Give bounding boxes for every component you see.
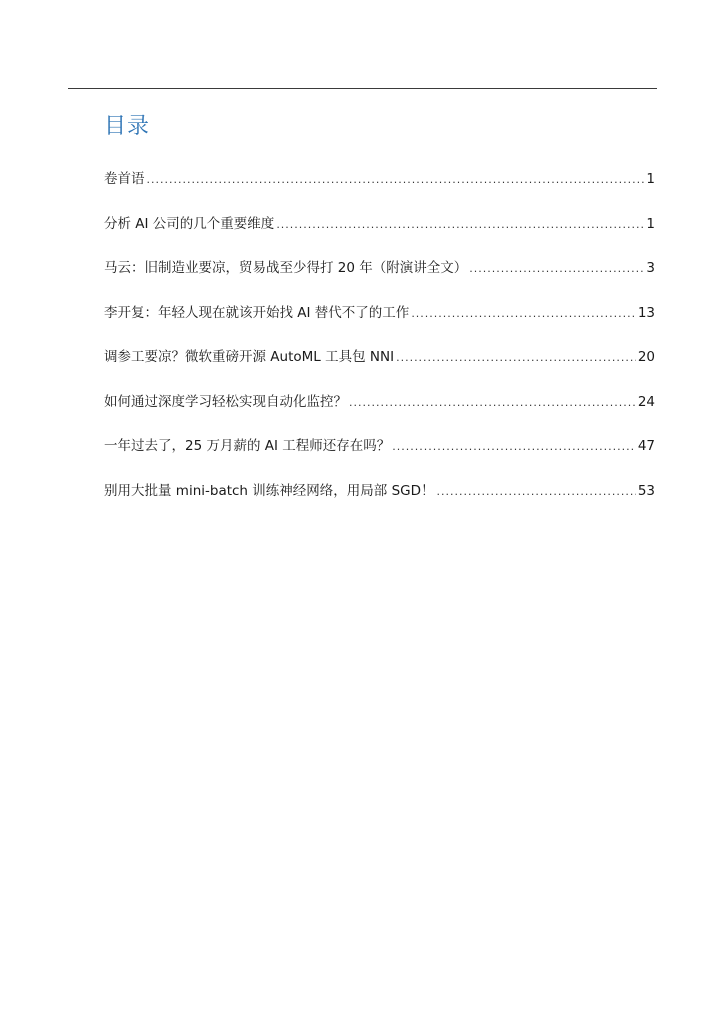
- toc-dot-leader: [147, 168, 645, 191]
- toc-dot-leader: [349, 391, 636, 414]
- toc-list: [104, 168, 655, 524]
- toc-entry-5[interactable]: [104, 391, 655, 414]
- toc-entry-title: 别用大批量 mini-batch 训练神经网络，用局部 SGD！: [104, 482, 435, 499]
- toc-page-number: 3: [646, 260, 655, 276]
- toc-entry-title: 卷首语: [104, 171, 145, 187]
- toc-page-number: 47: [637, 438, 655, 454]
- toc-entry-title: 马云：旧制造业要凉，贸易战至少得打 20 年（附演讲全文）: [104, 260, 468, 276]
- toc-entry-4[interactable]: [104, 346, 655, 369]
- toc-entry-0[interactable]: [104, 168, 655, 191]
- toc-entry-1[interactable]: [104, 213, 655, 236]
- toc-page-number: 53: [637, 482, 655, 499]
- toc-dot-leader: [411, 302, 636, 325]
- toc-page-number: 24: [637, 393, 655, 410]
- toc-entry-3[interactable]: [104, 302, 655, 325]
- toc-entry-title: 一年过去了，25 万月薪的 AI 工程师还存在吗？: [104, 438, 391, 454]
- toc-page-number: 20: [637, 349, 655, 365]
- toc-dot-leader: [469, 257, 644, 280]
- toc-entry-title: 分析 AI 公司的几个重要维度: [104, 215, 275, 232]
- header-rule: [68, 88, 657, 89]
- toc-page-number: 13: [637, 304, 655, 321]
- toc-dot-leader: [396, 346, 636, 369]
- toc-dot-leader: [276, 213, 644, 236]
- toc-entry-7[interactable]: [104, 480, 655, 503]
- toc-title: 目录: [104, 114, 151, 139]
- toc-entry-2[interactable]: [104, 257, 655, 280]
- toc-entry-title: 调参工要凉？微软重磅开源 AutoML 工具包 NNI: [104, 349, 395, 365]
- toc-entry-title: 李开复：年轻人现在就该开始找 AI 替代不了的工作: [104, 304, 410, 321]
- toc-entry-6[interactable]: [104, 435, 655, 458]
- toc-dot-leader: [392, 435, 636, 458]
- toc-dot-leader: [437, 480, 636, 503]
- toc-entry-title: 如何通过深度学习轻松实现自动化监控？: [104, 393, 347, 410]
- toc-page-number: 1: [646, 215, 655, 232]
- toc-page-number: 1: [646, 171, 655, 187]
